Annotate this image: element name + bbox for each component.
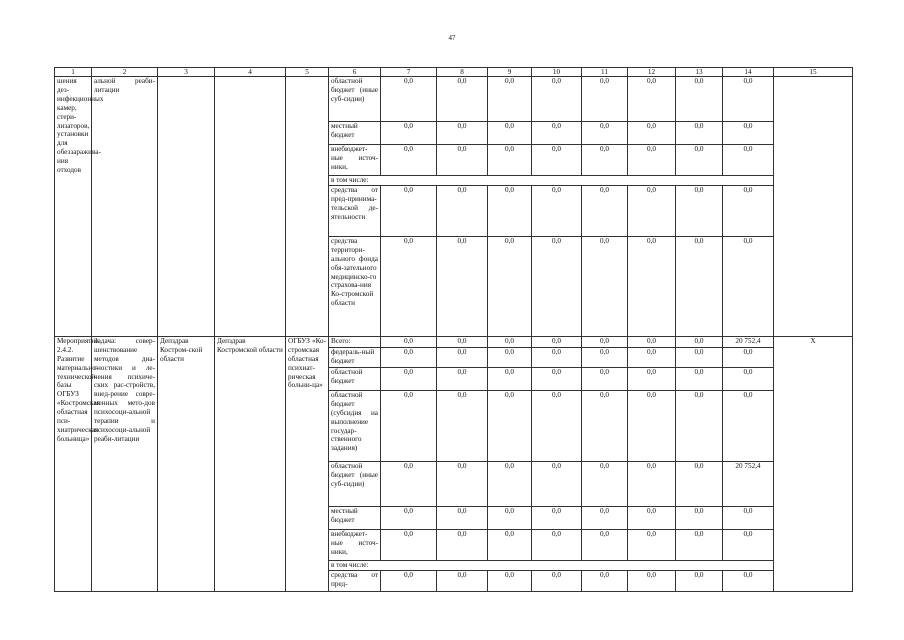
value-cell: 0,0: [628, 529, 676, 560]
value-cell: 0,0: [723, 77, 774, 122]
value-cell: 0,0: [532, 367, 582, 390]
column-header: 3: [158, 68, 215, 77]
column-header: 7: [381, 68, 437, 77]
value-cell: 0,0: [532, 185, 582, 236]
value-cell: 0,0: [381, 336, 437, 347]
value-cell: 0,0: [532, 506, 582, 529]
value-cell: 0,0: [628, 390, 676, 461]
value-cell: 0,0: [381, 236, 437, 336]
funding-source: областной бюджет (иные суб-сидии): [329, 77, 381, 122]
result-cell: Х: [774, 336, 853, 591]
value-cell: 0,0: [437, 506, 488, 529]
value-cell: 0,0: [676, 236, 723, 336]
value-cell: 0,0: [437, 122, 488, 145]
value-cell: 0,0: [676, 336, 723, 347]
value-cell: 0,0: [532, 461, 582, 506]
funding-source: Всего:: [329, 336, 381, 347]
table-row: [55, 77, 853, 122]
value-cell: 0,0: [437, 77, 488, 122]
value-cell: 0,0: [676, 122, 723, 145]
value-cell: 0,0: [488, 461, 532, 506]
column-header: 8: [437, 68, 488, 77]
value-cell: 0,0: [381, 77, 437, 122]
value-cell: 0,0: [723, 529, 774, 560]
result-cell: [774, 77, 853, 337]
column-header: 14: [723, 68, 774, 77]
value-cell: 0,0: [628, 145, 676, 176]
value-cell: 0,0: [628, 77, 676, 122]
measure-name: Мероприятие 2.4.2. Развитие материально-технической базы ОГБУЗ «Костромская областная пси-хиатрическая больница»: [55, 336, 92, 591]
value-cell: 0,0: [723, 185, 774, 236]
value-cell: 0,0: [532, 336, 582, 347]
value-cell: 0,0: [582, 77, 628, 122]
column-header: 5: [286, 68, 329, 77]
column-header: 11: [582, 68, 628, 77]
value-cell: 0,0: [488, 570, 532, 591]
value-cell: 0,0: [723, 390, 774, 461]
funding-source: местный бюджет: [329, 506, 381, 529]
value-cell: 0,0: [582, 236, 628, 336]
value-cell: 0,0: [628, 461, 676, 506]
value-cell: 0,0: [628, 236, 676, 336]
value-cell: 0,0: [582, 367, 628, 390]
value-cell: 0,0: [532, 529, 582, 560]
value-cell: 0,0: [582, 185, 628, 236]
value-cell: 0,0: [381, 529, 437, 560]
value-cell: 0,0: [437, 367, 488, 390]
value-cell: 0,0: [676, 506, 723, 529]
value-cell: 0,0: [381, 390, 437, 461]
value-cell: 0,0: [381, 122, 437, 145]
value-cell: 0,0: [381, 506, 437, 529]
value-cell: 0,0: [676, 185, 723, 236]
value-cell: 0,0: [723, 570, 774, 591]
funding-source: местный бюджет: [329, 122, 381, 145]
funding-source: областной бюджет (субсидия на выполнение государ-ственного задания): [329, 390, 381, 461]
funding-source: внебюджет-ные источ-ники,: [329, 529, 381, 560]
value-cell: 0,0: [488, 145, 532, 176]
value-cell: 0,0: [676, 529, 723, 560]
value-cell: 0,0: [488, 336, 532, 347]
including-label: в том числе:: [329, 560, 774, 570]
value-cell: 0,0: [381, 347, 437, 367]
task-description: альной реаби-литации: [92, 77, 158, 337]
responsible-col4: Депздрав Костромской области: [215, 336, 286, 591]
value-cell: 0,0: [437, 461, 488, 506]
responsible-col4: [215, 77, 286, 337]
column-header: 9: [488, 68, 532, 77]
value-cell: 0,0: [488, 185, 532, 236]
value-cell: 0,0: [437, 529, 488, 560]
value-cell: 0,0: [676, 77, 723, 122]
responsible-col5: ОГБУЗ «Ко-стромская областная психиат-рическая больни-ца»: [286, 336, 329, 591]
value-cell: 0,0: [628, 122, 676, 145]
value-cell: 0,0: [488, 347, 532, 367]
value-cell: 0,0: [488, 390, 532, 461]
funding-source: внебюджет-ные источ-ники,: [329, 145, 381, 176]
including-label: в том числе:: [329, 176, 774, 186]
table-row: [55, 336, 853, 347]
value-cell: 0,0: [628, 506, 676, 529]
value-cell: 0,0: [532, 570, 582, 591]
value-cell: 0,0: [723, 145, 774, 176]
value-cell: 0,0: [582, 347, 628, 367]
value-cell: 0,0: [437, 347, 488, 367]
column-header: 15: [774, 68, 853, 77]
value-cell: 0,0: [381, 185, 437, 236]
value-cell: 20 752,4: [723, 336, 774, 347]
value-cell: 0,0: [628, 185, 676, 236]
funding-source: областной бюджет (иные суб-сидии): [329, 461, 381, 506]
header-row: [55, 68, 853, 77]
value-cell: 0,0: [488, 77, 532, 122]
value-cell: 0,0: [628, 367, 676, 390]
value-cell: 0,0: [532, 390, 582, 461]
value-cell: 0,0: [676, 390, 723, 461]
value-cell: 0,0: [676, 570, 723, 591]
value-cell: 0,0: [532, 145, 582, 176]
value-cell: 0,0: [437, 336, 488, 347]
value-cell: 0,0: [437, 570, 488, 591]
value-cell: 0,0: [628, 336, 676, 347]
value-cell: 0,0: [582, 145, 628, 176]
funding-source: областной бюджет: [329, 367, 381, 390]
value-cell: 0,0: [628, 570, 676, 591]
column-header: 1: [55, 68, 92, 77]
value-cell: 0,0: [723, 122, 774, 145]
column-header: 13: [676, 68, 723, 77]
measure-name: шения дез-инфекционных камер, стери-лизаторов, установки для обеззаражива-ния отходов: [55, 77, 92, 337]
responsible-col5: [286, 77, 329, 337]
value-cell: 20 752,4: [723, 461, 774, 506]
value-cell: 0,0: [381, 367, 437, 390]
column-header: 4: [215, 68, 286, 77]
value-cell: 0,0: [488, 529, 532, 560]
value-cell: 0,0: [582, 390, 628, 461]
value-cell: 0,0: [488, 367, 532, 390]
value-cell: 0,0: [676, 347, 723, 367]
value-cell: 0,0: [488, 506, 532, 529]
value-cell: 0,0: [381, 570, 437, 591]
value-cell: 0,0: [488, 236, 532, 336]
value-cell: 0,0: [582, 461, 628, 506]
value-cell: 0,0: [437, 390, 488, 461]
value-cell: 0,0: [723, 506, 774, 529]
column-header: 12: [628, 68, 676, 77]
column-header: 10: [532, 68, 582, 77]
page-number: 47: [448, 34, 456, 42]
value-cell: 0,0: [582, 336, 628, 347]
value-cell: 0,0: [532, 236, 582, 336]
value-cell: 0,0: [532, 347, 582, 367]
value-cell: 0,0: [676, 145, 723, 176]
value-cell: 0,0: [532, 77, 582, 122]
funding-source: средства от пред-принима-тельской де-ятельности: [329, 185, 381, 236]
value-cell: 0,0: [676, 461, 723, 506]
task-description: Задача: совер-шенствование методов диа-гностики и ле-чения психиче-ских рас-стройств, внед-рение совре-менных мето-дов психосоци-альной терапии и психосоци-альной реаби-литации: [92, 336, 158, 591]
value-cell: 0,0: [437, 185, 488, 236]
value-cell: 0,0: [723, 236, 774, 336]
responsible-col3: [158, 77, 215, 337]
value-cell: 0,0: [582, 570, 628, 591]
value-cell: 0,0: [582, 122, 628, 145]
value-cell: 0,0: [488, 122, 532, 145]
value-cell: 0,0: [437, 236, 488, 336]
value-cell: 0,0: [437, 145, 488, 176]
value-cell: 0,0: [723, 347, 774, 367]
funding-source: средства территори-ального фонда обя-зательного медицинско-го страхова-ния Ко-стромской области: [329, 236, 381, 336]
value-cell: 0,0: [381, 145, 437, 176]
value-cell: 0,0: [723, 367, 774, 390]
column-header: 6: [329, 68, 381, 77]
value-cell: 0,0: [628, 347, 676, 367]
value-cell: 0,0: [582, 529, 628, 560]
value-cell: 0,0: [532, 122, 582, 145]
value-cell: 0,0: [381, 461, 437, 506]
funding-source: федераль-ный бюджет: [329, 347, 381, 367]
column-header: 2: [92, 68, 158, 77]
value-cell: 0,0: [676, 367, 723, 390]
value-cell: 0,0: [582, 506, 628, 529]
funding-source: средства от пред-: [329, 570, 381, 591]
budget-table: [54, 67, 853, 592]
responsible-col3: Депздрав Костром-ской области: [158, 336, 215, 591]
